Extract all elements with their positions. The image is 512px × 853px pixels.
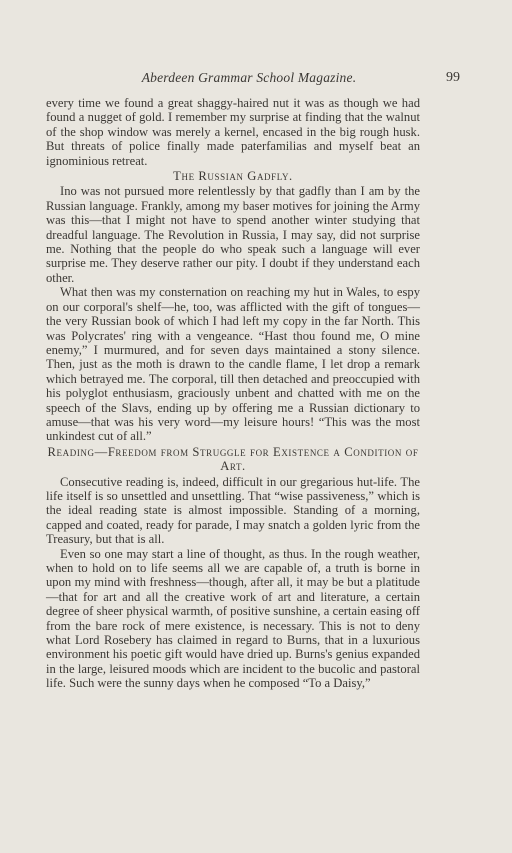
paragraph: Consecutive reading is, indeed, difficult in our gregarious hut-life. The life itself is so unsettled and unsettling. That “wise passiveness,” which is the ideal reading state is almost impossible. Standing of a morning, capped and coated, ready for parade, I may snatch a golden lyric from the Treasury, but that is all. [46, 474, 420, 547]
section-heading-reading: Reading—Freedom from Struggle for Existence a Condition of Art. [47, 444, 419, 474]
page-number: 99 [446, 70, 460, 85]
paragraph: Ino was not pursued more relentlessly by that gadfly than I am by the Russian language. Frankly, among my baser motives for joining the Army was this—that I might not have to spend another winter studying that dreadful language. The Revolution in Russia, I may say, did not surprise me. Nothing that the people do who speak such a language will ever surprise me. They deserve rather our pity. I doubt if they understand each other. [46, 184, 420, 285]
paragraph: every time we found a great shaggy-haired nut it was as though we had found a nugget of gold. I remember my surprise at finding that the walnut of the shop window was merely a kernel, encased in the big rough husk. But threats of police finally made paterfamilias and myself beat an ignominious retreat. [46, 96, 420, 168]
magazine-title: Aberdeen Grammar School Magazine. [141, 70, 357, 85]
running-header [38, 70, 460, 88]
paragraph: Even so one may start a line of thought, as thus. In the rough weather, when to hold on to life seems all we are capable of, a truth is borne in upon my mind with freshness—though, after all, it may be but a platitude—that for art and all the creative work of art and literature, a certain degree of sheer physical warmth, of positive sunshine, a certain easing off from the bare rock of mere existence, is necessary. This is not to deny what Lord Rosebery has claimed in regard to Burns, that in a luxurious environment his poetic gift would have dried up. Burns's genius expanded in the large, leisured moods which are incident to the bucolic and pastoral life. Such were the sunny days when he composed “To a Daisy,” [46, 546, 420, 691]
section-heading-russian-gadfly: The Russian Gadfly. [173, 169, 293, 184]
paragraph: What then was my consternation on reaching my hut in Wales, to espy on our corporal's shelf—he, too, was afflicted with the gift of tongues—the very Russian book of which I had left my copy in the far North. This was Polycrates' ring with a vengeance. “Hast thou found me, O mine enemy,” I murmured, and for seven days maintained a stony silence. Then, just as the moth is drawn to the candle flame, I let drop a remark which betrayed me. The corporal, till then detached and preoccupied with his polyglot enthusiasm, graciously unbent and chatted with me on the speech of the Slavs, ending up by offering me a Russian dictionary to amuse—that was his very word—my leisure hours! “This was the most unkindest cut of all.” [46, 285, 420, 444]
article-body [46, 96, 420, 691]
